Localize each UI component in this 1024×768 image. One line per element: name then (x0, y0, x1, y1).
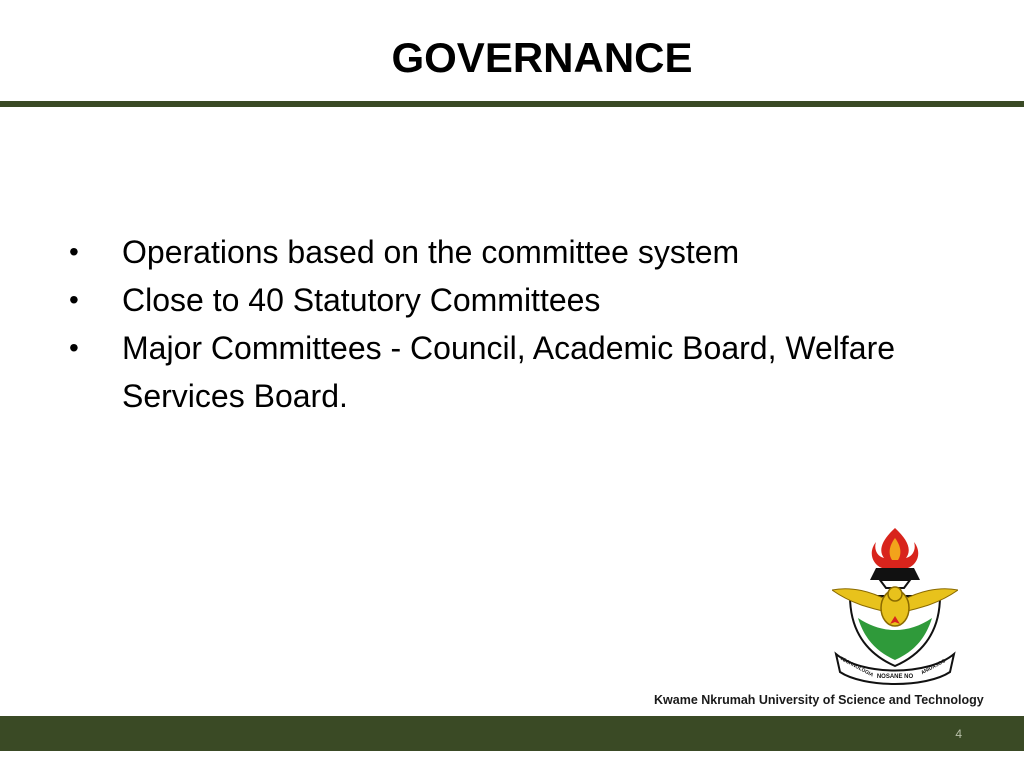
bullet-text: Operations based on the committee system (122, 234, 740, 270)
motto-left: TECHNOLOGIA (838, 655, 875, 679)
bullet-marker: • (69, 332, 79, 363)
bullet-text: Major Committees - Council, Academic Board, Welfare Services Board. (122, 330, 896, 414)
university-crest-icon (832, 526, 958, 688)
bullet-marker: • (69, 236, 79, 267)
bullet-item (0, 324, 902, 420)
motto-right: ANIDASOO (920, 658, 947, 677)
bullet-text: Close to 40 Statutory Committees (122, 282, 601, 318)
slide-title: GOVERNANCE (391, 34, 693, 81)
bullet-item (0, 228, 902, 276)
bullet-marker: • (69, 284, 79, 315)
institution-name: Kwame Nkrumah University of Science and Technology (654, 693, 984, 707)
title-divider (0, 101, 1024, 107)
motto-center: NOSANE NO (876, 674, 914, 680)
footer-bar (0, 716, 1024, 751)
slide-number: 4 (955, 727, 962, 741)
bullet-item (0, 276, 902, 324)
bullet-list (0, 228, 1024, 420)
